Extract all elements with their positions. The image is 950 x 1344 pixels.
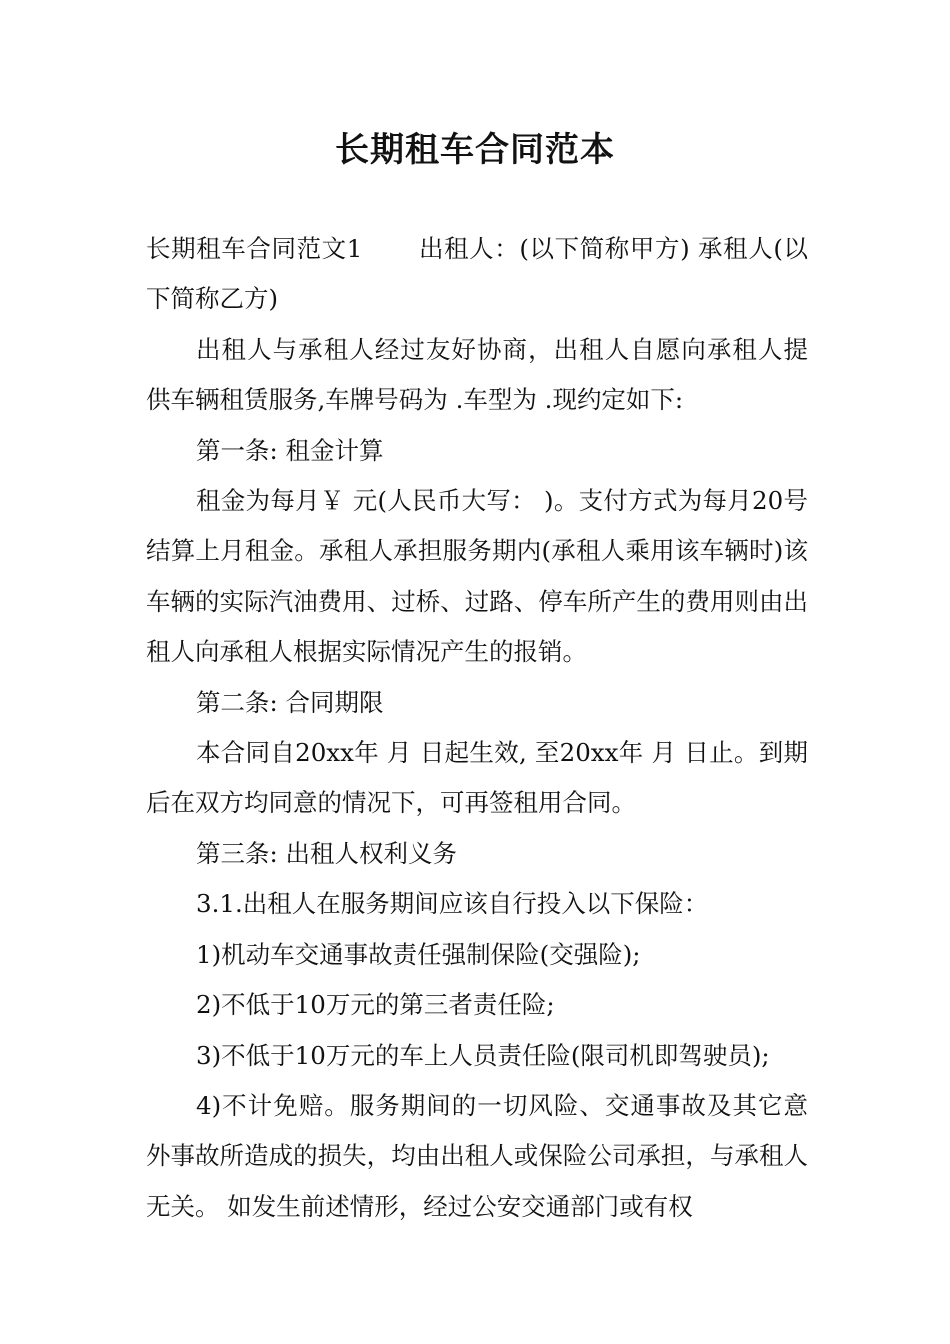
article-3-heading: 第三条: 出租人权利义务: [196, 838, 458, 868]
article-1-text: 租金为每月￥ 元(人民币大写： )。支付方式为每月20号结算上月租金。承租人承担服务期内(承租人乘用该车辆时)该车辆的实际汽油费用、过桥、过路、停车所产生的费用则由出租人向承租人根据实际情况产生的报销。: [146, 486, 808, 667]
article-1-heading: 第一条: 租金计算: [196, 435, 384, 465]
intro-text: 出租人：(以下简称甲方) 承租人(以下简称乙方): [146, 234, 808, 314]
paragraph-opening: 出租人与承租人经过友好协商，出租人自愿向承租人提供车辆租赁服务,车牌号码为 .车型为 .现约定如下:: [146, 334, 808, 415]
intro-paragraph: [146, 224, 808, 325]
article-2-heading: 第二条: 合同期限: [196, 687, 384, 717]
document-title: 长期租车合同范本: [335, 130, 615, 170]
document-body: [146, 224, 808, 1232]
clause-3-1: 3.1.出租人在服务期间应该自行投入以下保险：: [196, 889, 709, 919]
insurance-item-2: 2)不低于10万元的第三者责任险;: [196, 990, 555, 1020]
article-2-text: 本合同自20xx年 月 日起生效, 至20xx年 月 日止。到期后在双方均同意的情况下，可再签租用合同。: [146, 738, 808, 818]
insurance-item-3: 3)不低于10万元的车上人员责任险(限司机即驾驶员);: [196, 1040, 770, 1070]
intro-heading: 长期租车合同范文1: [146, 234, 363, 263]
insurance-item-1: 1)机动车交通事故责任强制保险(交强险);: [196, 939, 641, 969]
insurance-item-4: 4)不计免赔。服务期间的一切风险、交通事故及其它意外事故所造成的损失，均由出租人或保险公司承担，与承租人无关。 如发生前述情形，经过公安交通部门或有权: [146, 1090, 808, 1221]
